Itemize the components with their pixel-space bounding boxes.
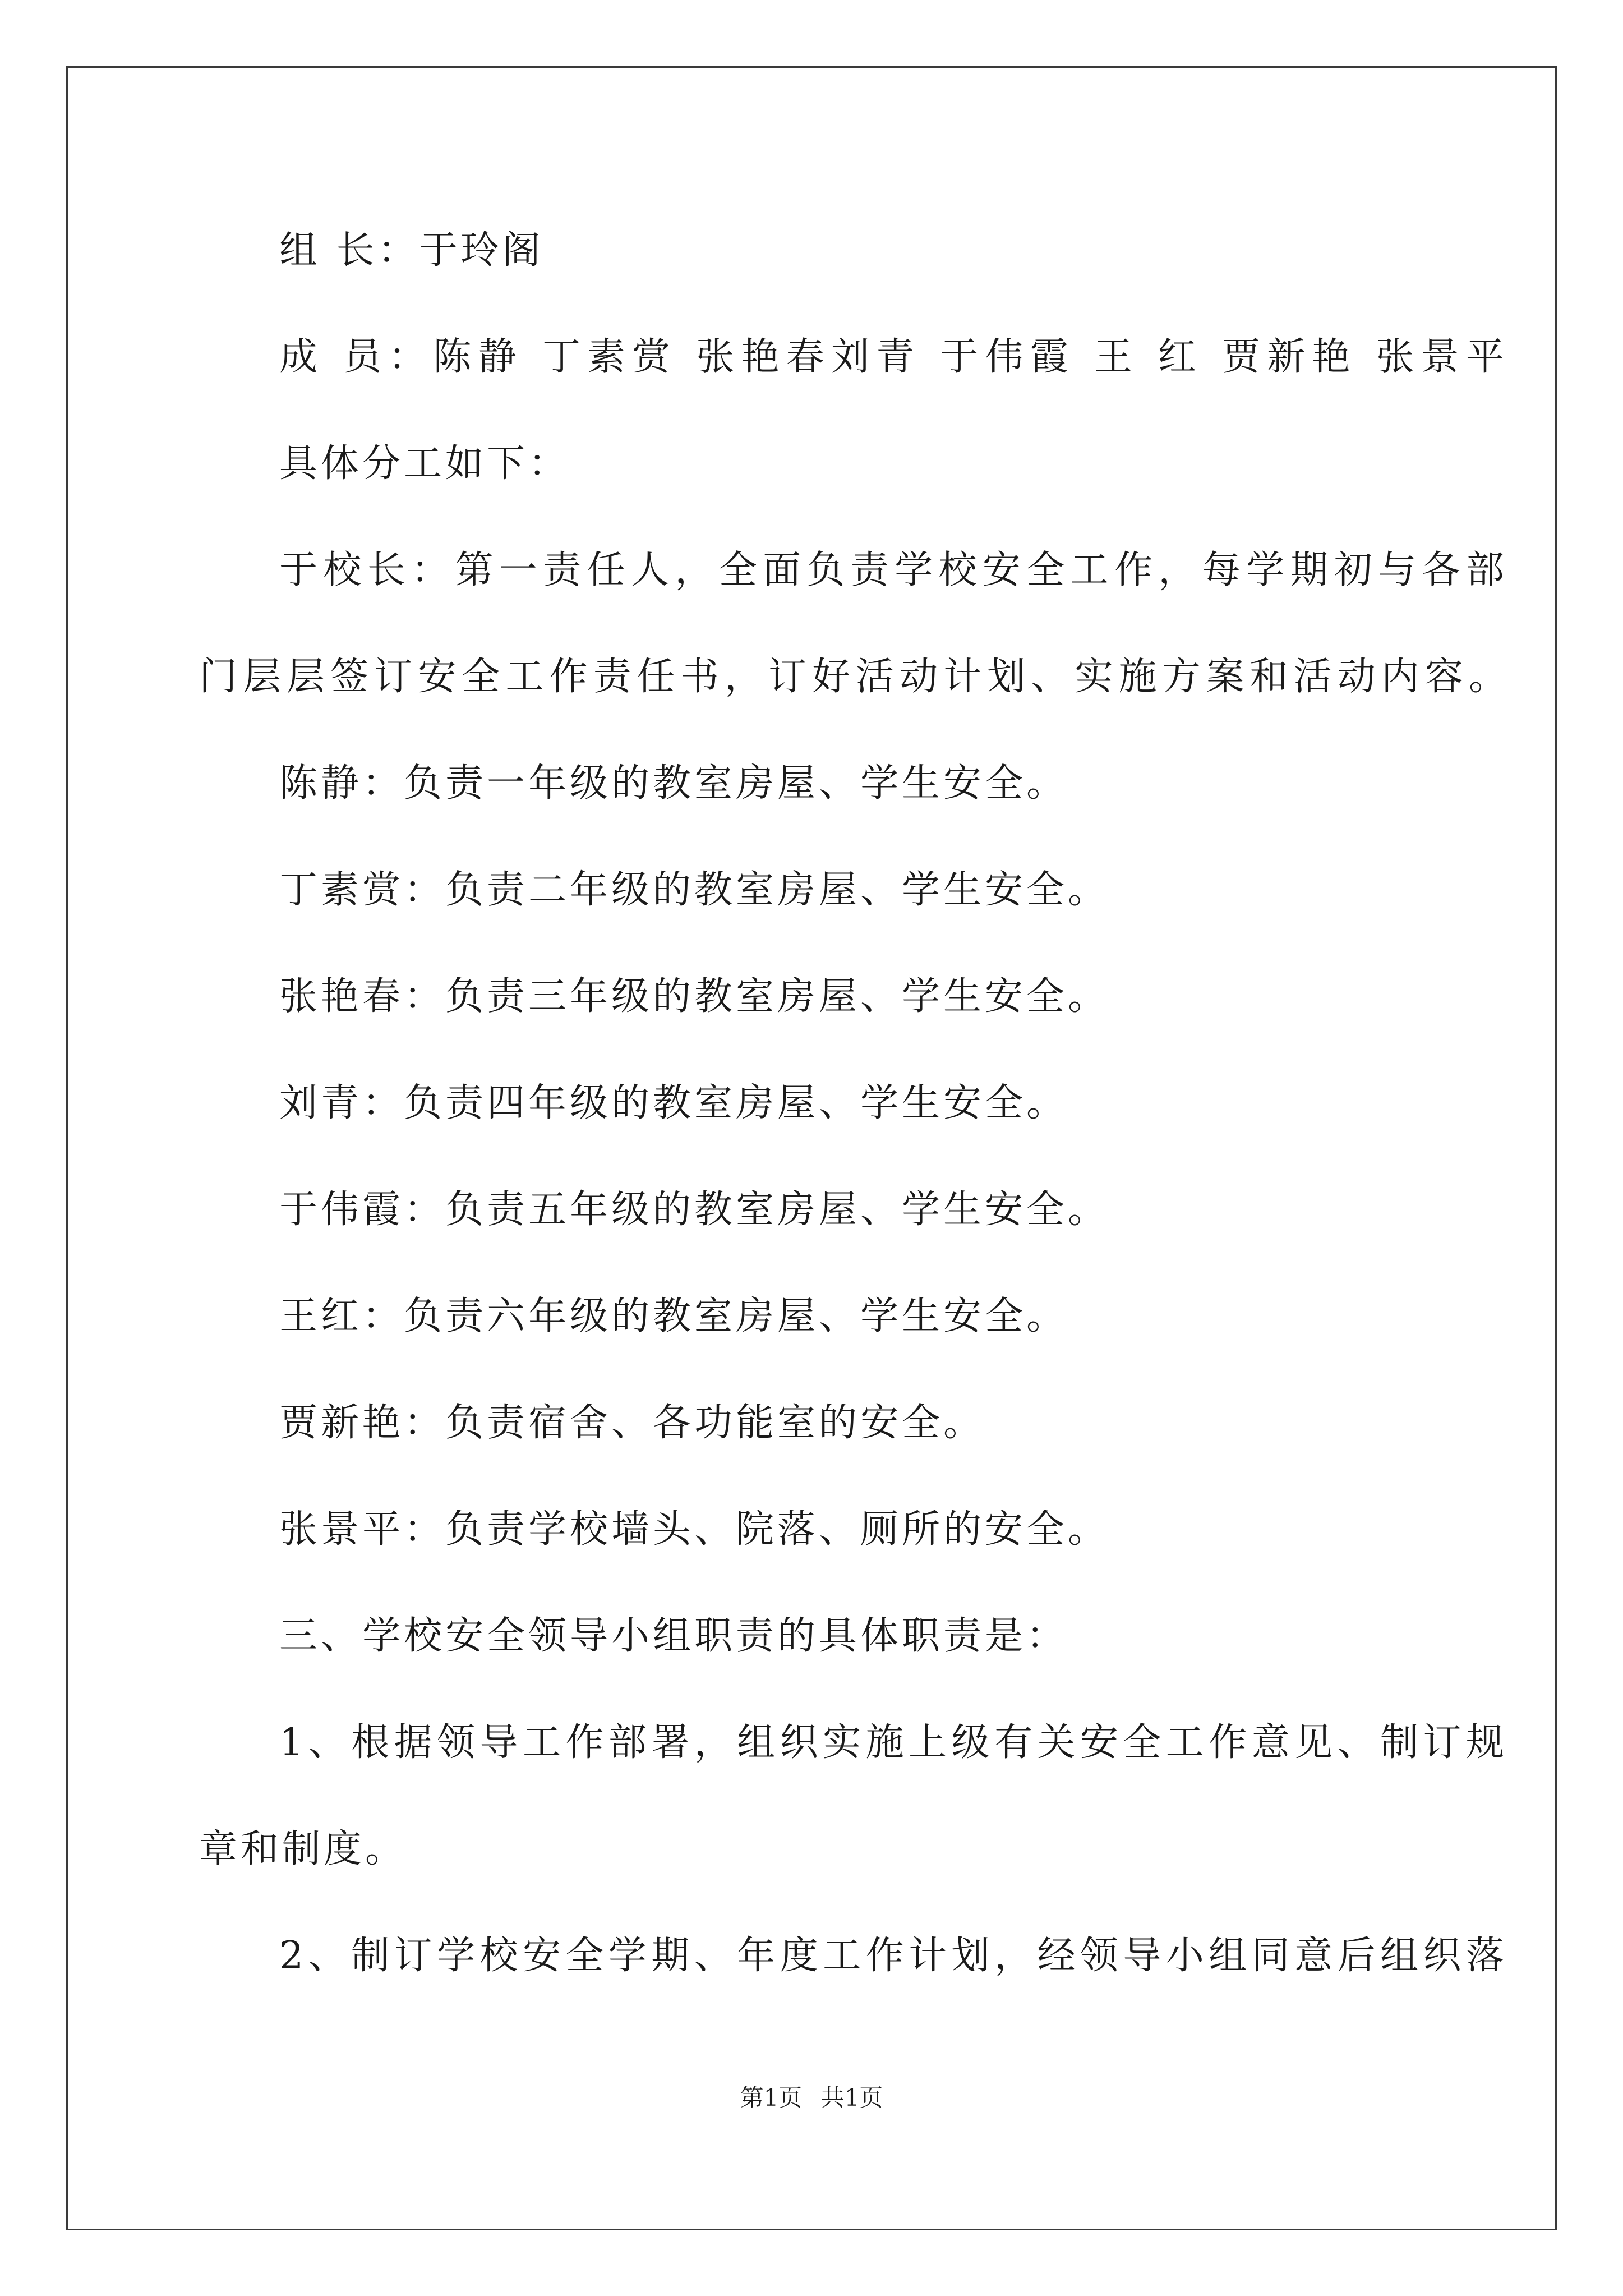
duty-line: 丁素赏：负责二年级的教室房屋、学生安全。: [279, 868, 1110, 912]
team-members-line: 成 员：陈静 丁素赏 张艳春刘青 于伟霞 王 红 贾新艳 张景平: [279, 335, 1507, 379]
duty-line: 张景平：负责学校墙头、院落、厕所的安全。: [279, 1507, 1110, 1552]
section-heading: 三、学校安全领导小组职责的具体职责是：: [279, 1614, 1068, 1658]
duty-line: 于伟霞：负责五年级的教室房屋、学生安全。: [279, 1188, 1110, 1232]
duty-line: 王红：负责六年级的教室房屋、学生安全。: [279, 1294, 1068, 1338]
page-number: 第1页: [740, 2084, 803, 2111]
duty-line: 陈静：负责一年级的教室房屋、学生安全。: [279, 761, 1068, 806]
page-footer: [0, 2081, 1623, 2115]
paragraph-line: 门层层签订安全工作责任书，订好活动计划、实施方案和活动内容。: [199, 655, 1510, 699]
paragraph-line: 1、根据领导工作部署，组织实施上级有关安全工作意见、制订规: [279, 1720, 1507, 1765]
paragraph-line: 于校长：第一责任人，全面负责学校安全工作，每学期初与各部: [279, 548, 1507, 592]
duty-line: 刘青：负责四年级的教室房屋、学生安全。: [279, 1081, 1068, 1125]
paragraph-line: 2、制订学校安全学期、年度工作计划，经领导小组同意后组织落: [279, 1934, 1507, 1978]
team-leader-line: 组 长：于玲阁: [279, 228, 544, 273]
page-total: 共1页: [820, 2084, 883, 2111]
duty-line: 贾新艳：负责宿舍、各功能室的安全。: [279, 1401, 985, 1445]
duty-line: 张艳春：负责三年级的教室房屋、学生安全。: [279, 974, 1110, 1019]
paragraph-line: 章和制度。: [199, 1827, 407, 1871]
division-heading: 具体分工如下：: [279, 441, 570, 486]
page-border: [66, 66, 1557, 2230]
